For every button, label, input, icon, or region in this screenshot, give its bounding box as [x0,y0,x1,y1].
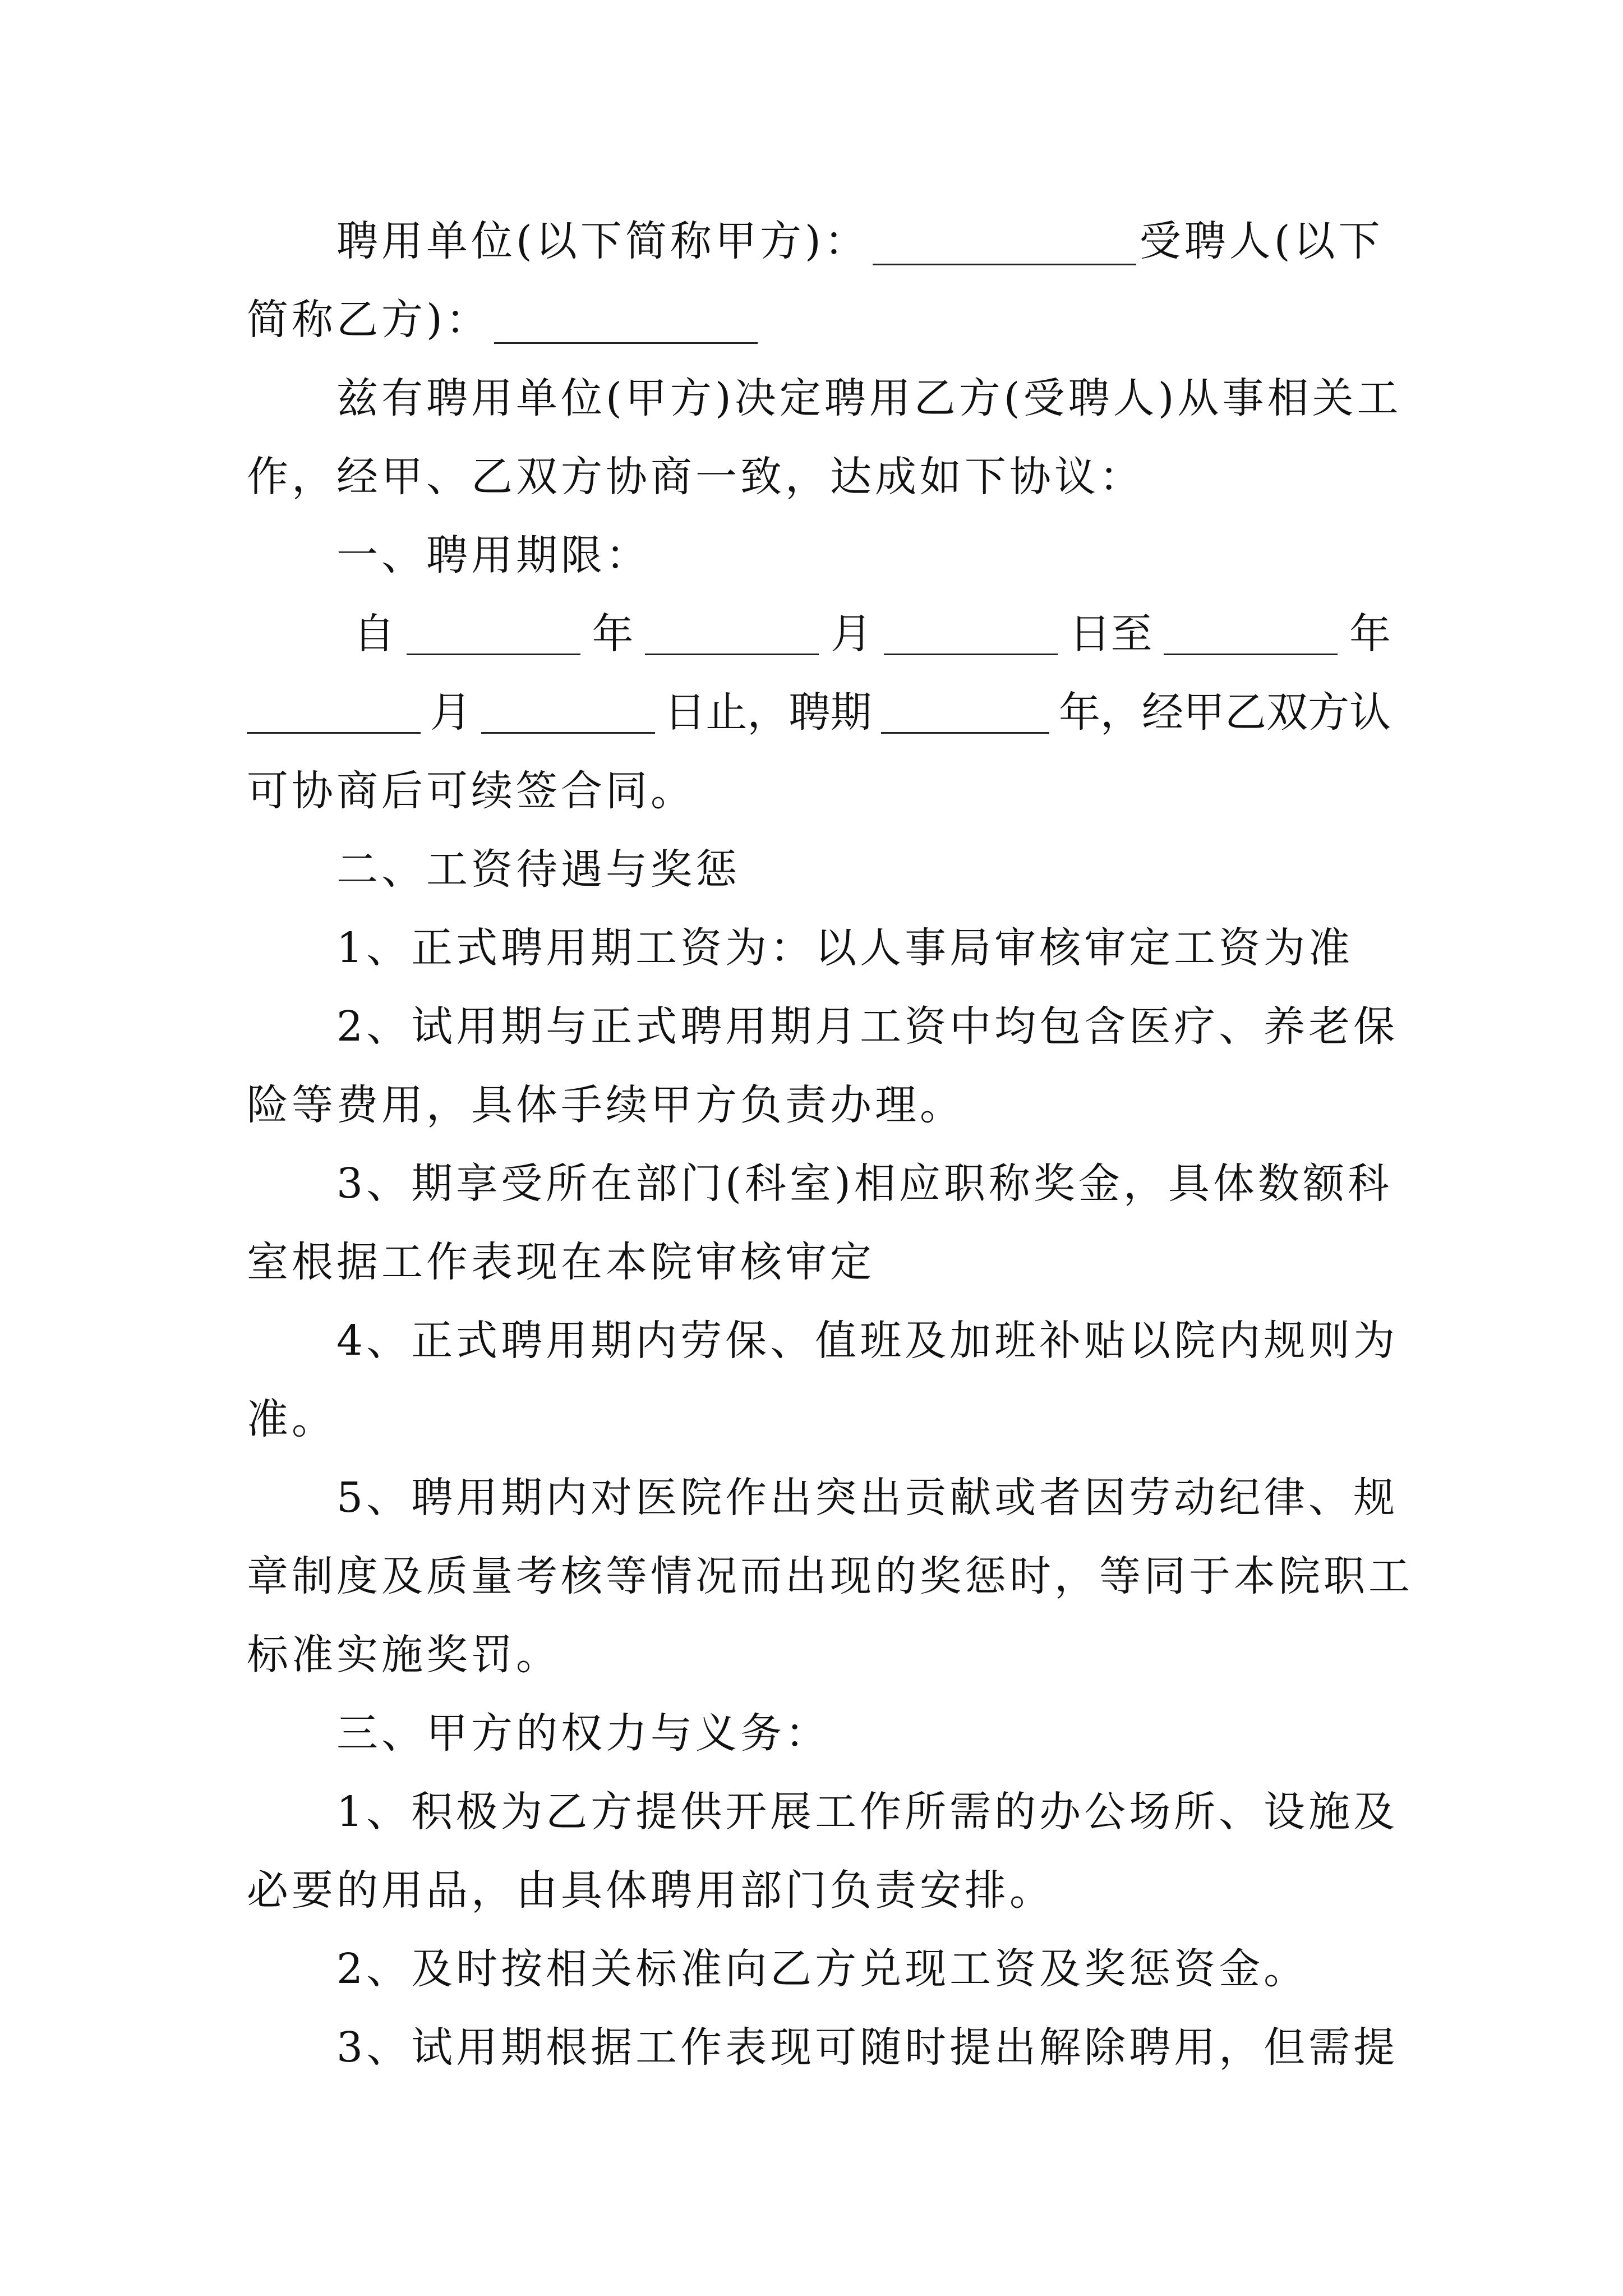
start-year-blank [407,613,580,655]
salary-item-3-line-1: 3、期享受所在部门(科室)相应职称奖金，具体数额科 [336,1159,1393,1208]
end-month-blank [247,692,421,734]
party-b-label-end: 简称乙方)： [247,296,491,344]
intro-paragraph-line-2: 作，经甲、乙双方协商一致，达成如下协议： [247,453,1144,501]
contract-line-party-a [336,202,1391,280]
rights-item-2: 2、及时按相关标准向乙方兑现工资及奖惩资金。 [336,1945,1309,1993]
end-month-label: 月 [430,688,472,737]
party-b-blank [494,302,758,344]
start-month-blank [645,613,819,655]
party-a-blank [873,223,1136,265]
term-from-label: 自 [353,610,395,658]
party-a-label: 聘用单位(以下简称甲方)： [336,217,869,265]
salary-item-1: 1、正式聘用期工资为：以人事局审核审定工资为准 [336,924,1354,972]
salary-item-4-line-1: 4、正式聘用期内劳保、值班及加班补贴以院内规则为 [336,1317,1399,1365]
salary-item-2-line-2: 险等费用，具体手续甲方负责办理。 [247,1081,965,1129]
term-end-line [247,673,1391,752]
party-b-label-start: 受聘人(以下 [1139,217,1384,265]
start-day-to-label: 日至 [1069,610,1152,658]
start-month-label: 月 [831,610,872,658]
salary-item-5-line-3: 标准实施奖罚。 [247,1631,561,1679]
salary-item-5-line-2: 章制度及质量考核等情况而出现的奖惩时，等同于本院职工 [247,1552,1413,1600]
intro-paragraph-line-1: 兹有聘用单位(甲方)决定聘用乙方(受聘人)从事相关工 [336,374,1402,422]
section-heading-term: 一、聘用期限： [336,531,651,579]
rights-item-1-line-1: 1、积极为乙方提供开展工作所需的办公场所、设施及 [336,1788,1399,1836]
start-day-blank [884,613,1058,655]
term-renewal-line: 可协商后可续签合同。 [247,767,695,815]
section-heading-salary: 二、工资待遇与奖惩 [336,845,740,894]
salary-item-2-line-1: 2、试用期与正式聘用期月工资中均包含医疗、养老保 [336,1002,1399,1051]
contract-line-party-b [247,280,1391,359]
end-year-blank [1164,613,1338,655]
term-dates-line [353,595,1391,673]
end-day-label: 日止，聘期 [664,688,872,737]
term-years-blank [881,692,1049,734]
term-years-label: 年，经甲乙双方认 [1058,688,1391,737]
start-year-label: 年 [592,610,634,658]
salary-item-3-line-2: 室根据工作表现在本院审核审定 [247,1238,875,1286]
rights-item-1-line-2: 必要的用品，由具体聘用部门负责安排。 [247,1866,1054,1915]
end-year-label: 年 [1349,610,1391,658]
rights-item-3-line-1: 3、试用期根据工作表现可随时提出解除聘用，但需提 [336,2023,1399,2072]
salary-item-4-line-2: 准。 [247,1395,336,1443]
salary-item-5-line-1: 5、聘用期内对医院作出突出贡献或者因劳动纪律、规 [336,1474,1399,1522]
section-heading-party-a-rights: 三、甲方的权力与义务： [336,1709,830,1757]
end-day-blank [481,692,655,734]
